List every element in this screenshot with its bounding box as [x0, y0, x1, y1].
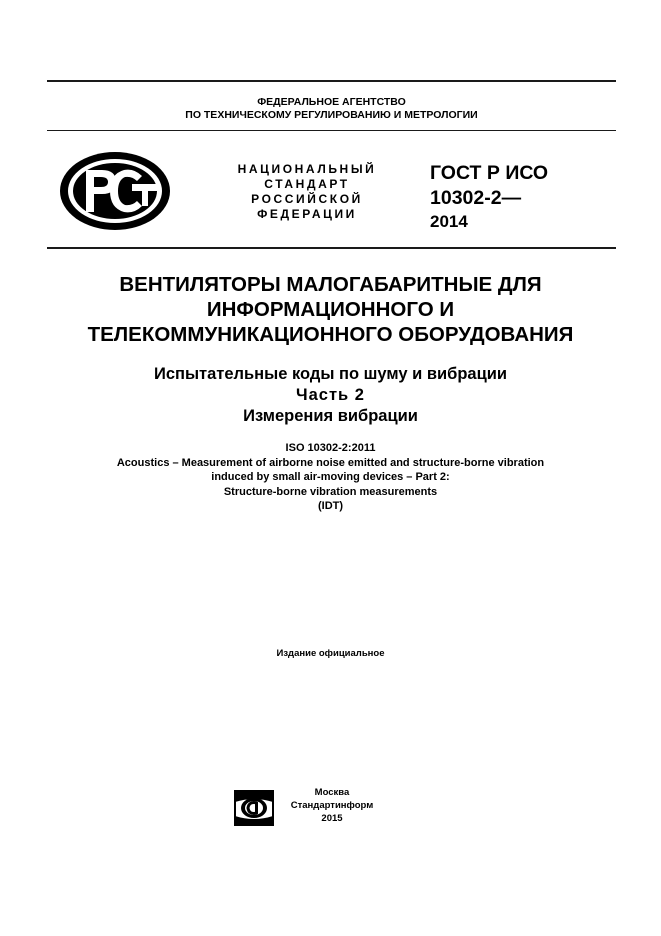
- iso-title-line-2: induced by small air-moving devices – Part 2:: [211, 471, 450, 483]
- subtitle-line-1: Испытательные коды по шуму и вибрации: [153, 365, 508, 383]
- top-rule: [47, 80, 616, 82]
- publisher-name: Стандартинформ: [290, 800, 374, 811]
- standard-type-line-1: НАЦИОНАЛЬНЫЙ: [237, 162, 377, 176]
- iso-code: ISO 10302-2:2011: [285, 442, 376, 454]
- edition-label: Издание официальное: [276, 648, 385, 659]
- designation-line-2: 10302-2—: [430, 187, 522, 209]
- title-line-3: ТЕЛЕКОММУНИКАЦИОННОГО ОБОРУДОВАНИЯ: [87, 323, 574, 346]
- iso-equivalence: (IDT): [317, 500, 344, 512]
- agency-header: [47, 96, 616, 122]
- standard-designation: [430, 161, 610, 232]
- iso-title-line-3: Structure-borne vibration measurements: [223, 485, 438, 498]
- gost-r-certification-mark-icon: [58, 150, 172, 232]
- publisher-info: [283, 786, 381, 825]
- title-line-1: ВЕНТИЛЯТОРЫ МАЛОГАБАРИТНЫЕ ДЛЯ: [119, 273, 542, 296]
- middle-rule: [47, 130, 616, 131]
- subtitle-line-3: Измерения вибрации: [243, 407, 418, 425]
- publisher-city: Москва: [314, 787, 350, 798]
- agency-line-1: ФЕДЕРАЛЬНОЕ АГЕНТСТВО: [257, 96, 406, 108]
- standartinform-logo-icon: [234, 790, 274, 826]
- designation-line-1: ГОСТ Р ИСО: [430, 162, 549, 184]
- standard-type-line-3: РОССИЙСКОЙ: [251, 192, 363, 206]
- standard-type-line-4: ФЕДЕРАЦИИ: [257, 207, 357, 221]
- publisher-year: 2015: [321, 813, 343, 824]
- subtitle-part: Часть 2: [296, 386, 365, 404]
- iso-title-line-1: Acoustics – Measurement of airborne noise emitted and structure-borne vibration: [116, 456, 545, 469]
- agency-line-2: ПО ТЕХНИЧЕСКОМУ РЕГУЛИРОВАНИЮ И МЕТРОЛОГИИ: [185, 109, 478, 121]
- document-title: [40, 272, 621, 347]
- title-line-2: ИНФОРМАЦИОННОГО И: [206, 298, 455, 321]
- iso-reference: [20, 441, 641, 514]
- standard-type-line-2: СТАНДАРТ: [264, 177, 350, 191]
- standard-type: [222, 162, 392, 222]
- document-subtitle: [40, 364, 621, 427]
- lower-rule: [47, 247, 616, 249]
- designation-year: 2014: [430, 212, 468, 231]
